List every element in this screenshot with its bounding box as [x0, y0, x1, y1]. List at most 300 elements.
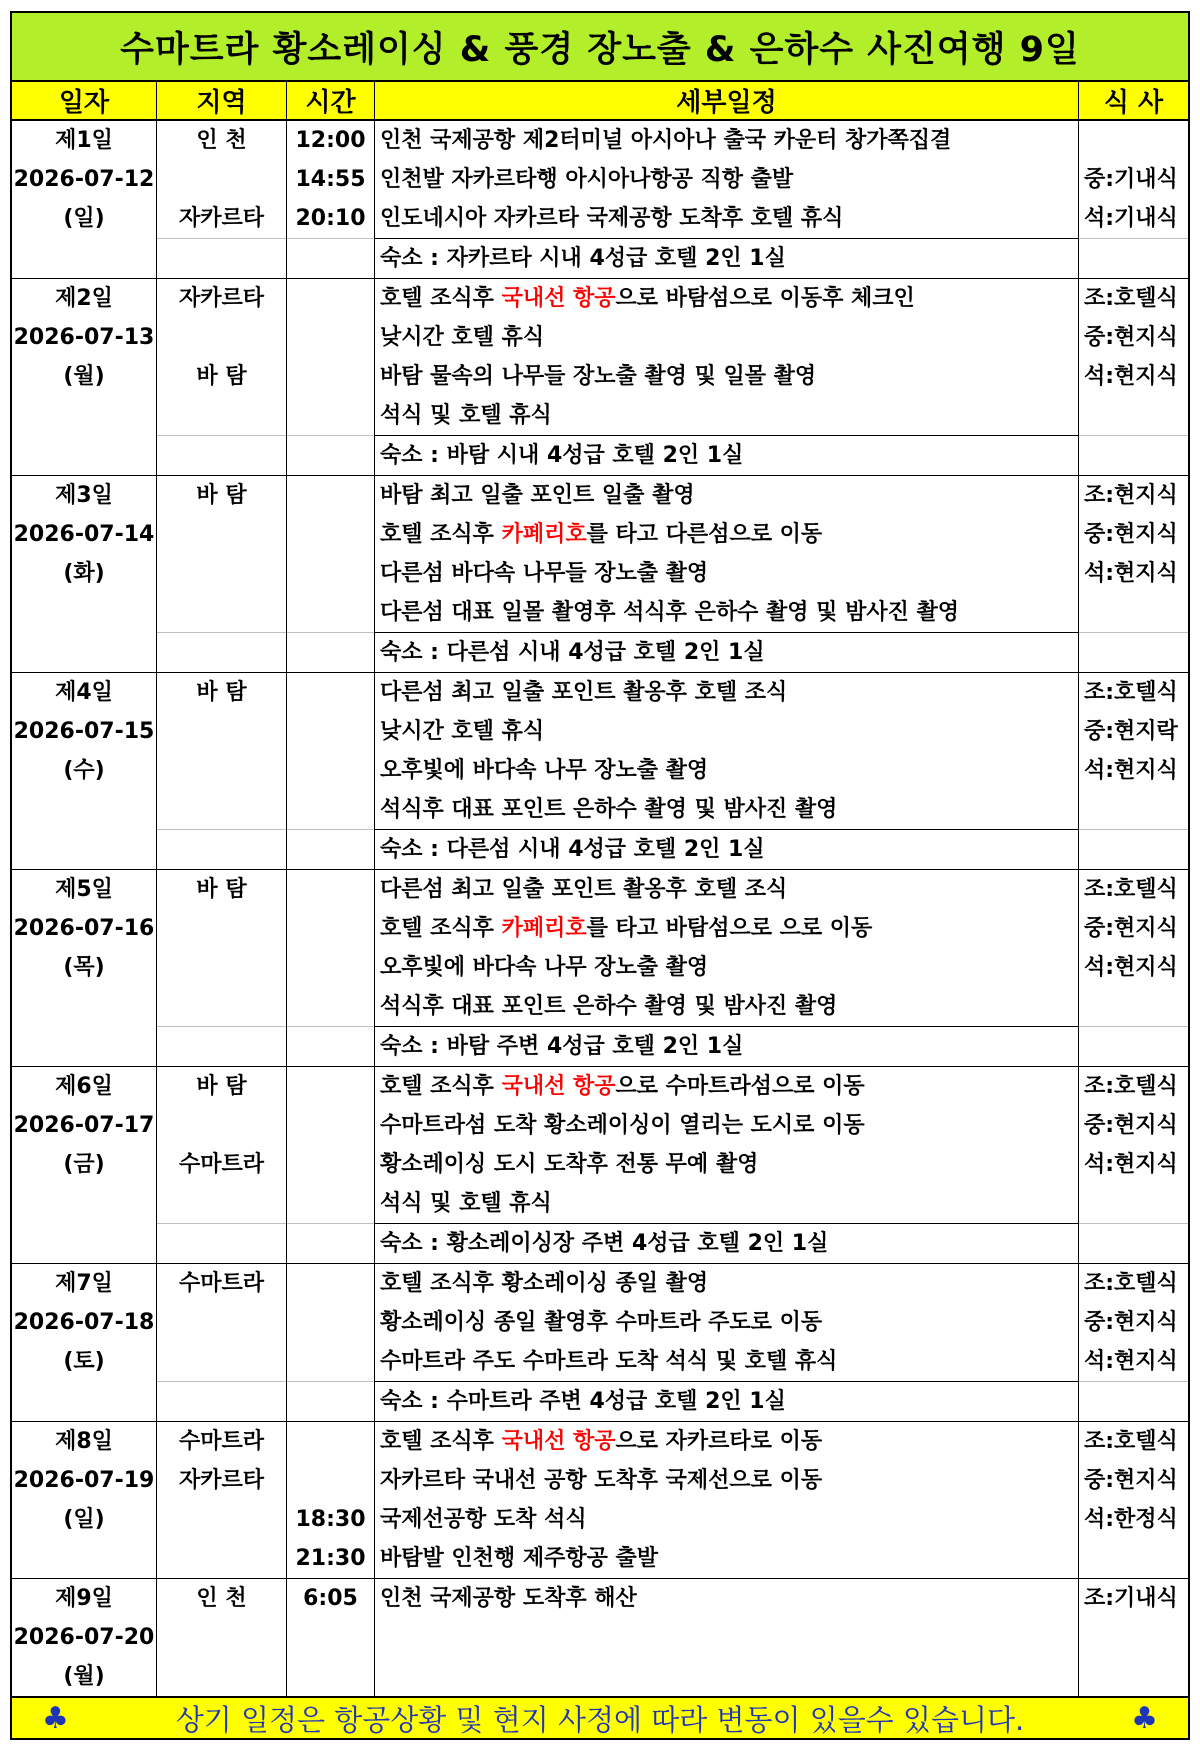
- region-cell: [157, 712, 286, 751]
- time-cell: [287, 1381, 374, 1421]
- time-cell: [287, 632, 374, 672]
- time-cell: [287, 1145, 374, 1184]
- detail-segment: 카페리호: [501, 522, 587, 547]
- detail-segment: 호텔 조식후: [380, 916, 502, 941]
- detail-segment: 인천 국제공항 도착후 해산: [380, 1586, 637, 1611]
- detail-segment: 호텔 조식후: [380, 1429, 502, 1454]
- detail-cell: [375, 554, 1078, 593]
- day-weekday: (화): [63, 561, 105, 586]
- detail-cell: [375, 987, 1078, 1026]
- region-cell: 바 탐: [196, 680, 247, 705]
- time-cell: 12:00: [295, 128, 366, 153]
- day-number: 제9일: [55, 1586, 113, 1611]
- detail-cell: [375, 1106, 1078, 1145]
- meal-cell: 중:현지식: [1084, 1468, 1178, 1493]
- day-weekday: (금): [63, 1152, 105, 1177]
- meal-cell: [1079, 593, 1188, 632]
- region-cell: 바 탐: [196, 483, 247, 508]
- meal-cell: 중:현지식: [1084, 325, 1178, 350]
- detail-cell: [375, 948, 1078, 987]
- day-block: [12, 673, 1188, 870]
- day-number: 제7일: [55, 1271, 113, 1296]
- detail-cell: [375, 1579, 1078, 1618]
- detail-segment: 호텔 조식후: [380, 522, 502, 547]
- time-column: [287, 1579, 375, 1696]
- meal-column: [1079, 279, 1188, 475]
- header-region: 지역: [157, 82, 287, 119]
- region-cell: [157, 751, 286, 790]
- detail-cell: [375, 396, 1078, 435]
- region-column: [157, 870, 287, 1066]
- detail-segment: 를 타고 바탐섬으로 으로 이동: [586, 916, 873, 941]
- meal-cell: [1079, 1618, 1188, 1657]
- time-cell: [287, 1618, 374, 1657]
- detail-cell: [375, 673, 1078, 712]
- header-day: 일자: [12, 82, 157, 119]
- region-cell: [157, 1342, 286, 1381]
- detail-cell: [375, 1461, 1078, 1500]
- time-cell: [287, 673, 374, 712]
- day-column: [12, 279, 157, 475]
- region-column: [157, 121, 287, 278]
- region-cell: 인 천: [196, 128, 247, 153]
- detail-segment: 숙소 : 자카르타 시내 4성급 호텔 2인 1실: [380, 246, 786, 271]
- day-number: 제4일: [55, 680, 113, 705]
- detail-column: [375, 1264, 1079, 1421]
- meal-cell: 석:현지식: [1084, 955, 1178, 980]
- detail-cell: [375, 1067, 1078, 1106]
- day-weekday: (월): [63, 1664, 105, 1689]
- meal-column: [1079, 476, 1188, 672]
- time-cell: [287, 1342, 374, 1381]
- meal-cell: 조:호텔식: [1084, 1429, 1178, 1454]
- region-cell: [157, 1657, 286, 1696]
- region-cell: 바 탐: [196, 364, 247, 389]
- day-number: 제3일: [55, 483, 113, 508]
- day-column: [12, 1579, 157, 1696]
- day-weekday: (월): [63, 364, 105, 389]
- detail-cell: [375, 357, 1078, 396]
- meal-cell: [1079, 829, 1188, 869]
- detail-segment: 다른섬 최고 일출 포인트 촬옹후 호텔 조식: [380, 680, 788, 705]
- table-header: [12, 82, 1188, 121]
- day-weekday: (토): [63, 1349, 105, 1374]
- meal-cell: 석:현지식: [1084, 1349, 1178, 1374]
- meal-cell: [1079, 1223, 1188, 1263]
- detail-segment: 국제선공항 도착 석식: [380, 1507, 587, 1532]
- time-cell: [287, 554, 374, 593]
- itinerary-sheet: [10, 11, 1190, 1740]
- time-column: [287, 121, 375, 278]
- detail-cell: [375, 160, 1078, 199]
- meal-column: [1079, 1264, 1188, 1421]
- time-cell: [287, 909, 374, 948]
- time-cell: [287, 1461, 374, 1500]
- header-meal: 식 사: [1103, 88, 1164, 118]
- region-cell: 바 탐: [196, 1074, 247, 1099]
- lodging-cell: [375, 632, 1078, 672]
- detail-cell: [375, 1539, 1078, 1578]
- detail-cell: [375, 712, 1078, 751]
- day-column: [12, 121, 157, 278]
- page-title: 수마트라 황소레이싱 & 풍경 장노출 & 은하수 사진여행 9일: [12, 13, 1188, 82]
- lodging-cell: [375, 829, 1078, 869]
- lodging-cell: [375, 435, 1078, 475]
- meal-cell: 조:기내식: [1084, 1586, 1178, 1611]
- time-column: [287, 1422, 375, 1578]
- meal-column: [1079, 1579, 1188, 1696]
- time-cell: [287, 1067, 374, 1106]
- meal-cell: 중:현지락: [1084, 719, 1178, 744]
- detail-segment: 바탐발 인천행 제주항공 출발: [380, 1546, 659, 1571]
- detail-column: [375, 673, 1079, 869]
- region-cell: [157, 829, 286, 869]
- detail-segment: 숙소 : 다른섬 시내 4성급 호텔 2인 1실: [380, 640, 765, 665]
- meal-cell: 조:호텔식: [1084, 680, 1178, 705]
- detail-segment: 국내선 항공: [501, 1429, 616, 1454]
- region-cell: [157, 1106, 286, 1145]
- day-block: [12, 279, 1188, 476]
- detail-segment: 인천 국제공항 제2터미널 아시아나 출국 카운터 창가쪽집결: [380, 128, 952, 153]
- detail-segment: 석식 및 호텔 휴식: [380, 1191, 552, 1216]
- region-cell: [157, 1381, 286, 1421]
- detail-cell: [375, 515, 1078, 554]
- day-weekday: (수): [63, 758, 105, 783]
- detail-segment: 바탐 물속의 나무들 장노출 촬영 및 일몰 촬영: [380, 364, 817, 389]
- itinerary-days: [12, 121, 1188, 1696]
- day-date: 2026-07-20: [13, 1625, 155, 1650]
- time-cell: [287, 751, 374, 790]
- detail-column: [375, 476, 1079, 672]
- day-block: [12, 1067, 1188, 1264]
- detail-cell: [375, 121, 1078, 160]
- day-number: 제1일: [55, 128, 113, 153]
- time-cell: [287, 948, 374, 987]
- time-cell: [287, 870, 374, 909]
- detail-cell: [375, 1618, 1078, 1657]
- meal-cell: [1079, 1657, 1188, 1696]
- meal-column: [1079, 1067, 1188, 1263]
- detail-segment: 다른섬 최고 일출 포인트 촬옹후 호텔 조식: [380, 877, 788, 902]
- region-column: [157, 1422, 287, 1578]
- region-cell: [157, 1500, 286, 1539]
- region-cell: [157, 987, 286, 1026]
- time-cell: [287, 1223, 374, 1263]
- detail-segment: 를 타고 다른섬으로 이동: [586, 522, 823, 547]
- day-date: 2026-07-19: [13, 1468, 155, 1493]
- region-cell: [157, 1539, 286, 1578]
- detail-segment: 호텔 조식후: [380, 1074, 502, 1099]
- region-cell: [157, 1618, 286, 1657]
- detail-segment: 석식 및 호텔 휴식: [380, 403, 552, 428]
- region-cell: 인 천: [196, 1586, 247, 1611]
- region-cell: 수마트라: [178, 1152, 264, 1177]
- detail-segment: 수마트라 주도 수마트라 도착 석식 및 호텔 휴식: [380, 1349, 838, 1374]
- region-column: [157, 673, 287, 869]
- time-cell: [287, 1303, 374, 1342]
- detail-segment: 카페리호: [501, 916, 587, 941]
- time-cell: [287, 318, 374, 357]
- meal-cell: [1079, 1026, 1188, 1066]
- meal-column: [1079, 121, 1188, 278]
- detail-segment: 숙소 : 바탐 시내 4성급 호텔 2인 1실: [380, 443, 744, 468]
- detail-cell: [375, 1303, 1078, 1342]
- detail-cell: [375, 1657, 1078, 1696]
- day-date: 2026-07-18: [13, 1310, 155, 1335]
- meal-cell: 석:현지식: [1084, 561, 1178, 586]
- time-cell: 14:55: [295, 167, 366, 192]
- meal-cell: [1079, 121, 1188, 160]
- day-weekday: (일): [63, 206, 105, 231]
- region-cell: [157, 632, 286, 672]
- day-block: [12, 1422, 1188, 1579]
- meal-cell: 조:호텔식: [1084, 877, 1178, 902]
- meal-cell: [1079, 1539, 1188, 1578]
- region-cell: [157, 1303, 286, 1342]
- time-cell: [287, 435, 374, 475]
- meal-cell: [1079, 987, 1188, 1026]
- footer-notice: [12, 1696, 1188, 1738]
- footer-text: 상기 일정은 항공상황 및 현지 사정에 따라 변동이 있을수 있습니다.: [175, 1702, 1025, 1737]
- time-cell: [287, 238, 374, 278]
- detail-segment: 으로 바탐섬으로 이동후 체크인: [615, 286, 915, 311]
- detail-segment: 오후빛에 바다속 나무 장노출 촬영: [380, 955, 709, 980]
- region-column: [157, 1067, 287, 1263]
- meal-cell: 조:호텔식: [1084, 286, 1178, 311]
- day-weekday: (일): [63, 1507, 105, 1532]
- detail-segment: 다른섬 대표 일몰 촬영후 석식후 은하수 촬영 및 밤사진 촬영: [380, 600, 959, 625]
- time-cell: [287, 712, 374, 751]
- day-date: 2026-07-12: [13, 167, 155, 192]
- time-cell: [287, 357, 374, 396]
- detail-cell: [375, 790, 1078, 829]
- detail-segment: 국내선 항공: [501, 1074, 616, 1099]
- region-cell: 자카르타: [178, 1468, 264, 1493]
- time-cell: [287, 593, 374, 632]
- time-column: [287, 1067, 375, 1263]
- detail-column: [375, 279, 1079, 475]
- meal-cell: 석:현지식: [1084, 758, 1178, 783]
- day-date: 2026-07-17: [13, 1113, 155, 1138]
- detail-segment: 호텔 조식후: [380, 286, 502, 311]
- detail-segment: 석식후 대표 포인트 은하수 촬영 및 밤사진 촬영: [380, 994, 838, 1019]
- region-cell: [157, 1223, 286, 1263]
- meal-cell: 조:호텔식: [1084, 1271, 1178, 1296]
- region-cell: [157, 435, 286, 475]
- region-cell: [157, 790, 286, 829]
- day-column: [12, 1067, 157, 1263]
- detail-segment: 으로 자카르타로 이동: [615, 1429, 823, 1454]
- region-cell: [157, 909, 286, 948]
- detail-segment: 숙소 : 바탐 주변 4성급 호텔 2인 1실: [380, 1034, 744, 1059]
- day-number: 제5일: [55, 877, 113, 902]
- club-icon: ♣: [42, 1700, 69, 1736]
- detail-cell: [375, 1145, 1078, 1184]
- time-cell: [287, 1264, 374, 1303]
- detail-column: [375, 1422, 1079, 1578]
- detail-column: [375, 1579, 1079, 1696]
- region-cell: [157, 554, 286, 593]
- region-cell: [157, 396, 286, 435]
- detail-segment: 인천발 자카르타행 아시아나항공 직항 출발: [380, 167, 794, 192]
- detail-segment: 국내선 항공: [501, 286, 616, 311]
- time-cell: [287, 476, 374, 515]
- detail-segment: 낮시간 호텔 휴식: [380, 325, 545, 350]
- time-cell: 18:30: [295, 1507, 366, 1532]
- meal-cell: 조:호텔식: [1084, 1074, 1178, 1099]
- day-number: 제6일: [55, 1074, 113, 1099]
- detail-column: [375, 1067, 1079, 1263]
- lodging-cell: [375, 1223, 1078, 1263]
- day-date: 2026-07-14: [13, 522, 155, 547]
- detail-segment: 황소레이싱 종일 촬영후 수마트라 주도로 이동: [380, 1310, 823, 1335]
- day-date: 2026-07-16: [13, 916, 155, 941]
- region-column: [157, 279, 287, 475]
- meal-column: [1079, 870, 1188, 1066]
- header-detail: 세부일정: [375, 82, 1079, 119]
- region-column: [157, 1579, 287, 1696]
- time-cell: [287, 1657, 374, 1696]
- time-cell: 20:10: [295, 206, 366, 231]
- detail-cell: [375, 909, 1078, 948]
- detail-segment: 오후빛에 바다속 나무 장노출 촬영: [380, 758, 709, 783]
- region-cell: 수마트라: [178, 1429, 264, 1454]
- region-cell: [157, 948, 286, 987]
- time-column: [287, 1264, 375, 1421]
- detail-cell: [375, 870, 1078, 909]
- meal-cell: 석:현지식: [1084, 364, 1178, 389]
- meal-cell: [1079, 1184, 1188, 1223]
- day-block: [12, 476, 1188, 673]
- detail-cell: [375, 1184, 1078, 1223]
- meal-cell: 석:한정식: [1084, 1507, 1178, 1532]
- day-block: [12, 121, 1188, 279]
- region-cell: 수마트라: [178, 1271, 264, 1296]
- time-cell: 21:30: [295, 1546, 366, 1571]
- time-cell: [287, 1106, 374, 1145]
- time-cell: [287, 1422, 374, 1461]
- time-cell: [287, 1026, 374, 1066]
- detail-segment: 호텔 조식후 황소레이싱 종일 촬영: [380, 1271, 709, 1296]
- meal-cell: 중:현지식: [1084, 1310, 1178, 1335]
- day-block: [12, 1579, 1188, 1696]
- detail-segment: 석식후 대표 포인트 은하수 촬영 및 밤사진 촬영: [380, 797, 838, 822]
- detail-cell: [375, 1264, 1078, 1303]
- time-cell: [287, 829, 374, 869]
- day-weekday: (목): [63, 955, 105, 980]
- region-column: [157, 476, 287, 672]
- lodging-cell: [375, 1026, 1078, 1066]
- meal-cell: [1079, 1381, 1188, 1421]
- detail-cell: [375, 751, 1078, 790]
- day-date: 2026-07-15: [13, 719, 155, 744]
- region-cell: 자카르타: [178, 206, 264, 231]
- club-icon: ♣: [1131, 1700, 1158, 1736]
- time-cell: [287, 790, 374, 829]
- detail-segment: 인도네시아 자카르타 국제공항 도착후 호텔 휴식: [380, 206, 844, 231]
- meal-cell: 석:기내식: [1084, 206, 1178, 231]
- detail-column: [375, 121, 1079, 278]
- time-cell: 6:05: [303, 1586, 358, 1611]
- region-cell: [157, 515, 286, 554]
- detail-column: [375, 870, 1079, 1066]
- detail-cell: [375, 593, 1078, 632]
- meal-cell: 중:기내식: [1084, 167, 1178, 192]
- day-column: [12, 1422, 157, 1578]
- time-column: [287, 476, 375, 672]
- meal-cell: 조:현지식: [1084, 483, 1178, 508]
- detail-segment: 낮시간 호텔 휴식: [380, 719, 545, 744]
- meal-column: [1079, 1422, 1188, 1578]
- meal-cell: [1079, 435, 1188, 475]
- time-cell: [287, 279, 374, 318]
- day-date: 2026-07-13: [13, 325, 155, 350]
- detail-cell: [375, 199, 1078, 238]
- meal-cell: [1079, 790, 1188, 829]
- time-column: [287, 673, 375, 869]
- meal-column: [1079, 673, 1188, 869]
- detail-cell: [375, 1342, 1078, 1381]
- meal-cell: 중:현지식: [1084, 522, 1178, 547]
- detail-segment: 숙소 : 다른섬 시내 4성급 호텔 2인 1실: [380, 837, 765, 862]
- day-number: 제2일: [55, 286, 113, 311]
- detail-segment: 다른섬 바다속 나무들 장노출 촬영: [380, 561, 709, 586]
- day-column: [12, 1264, 157, 1421]
- lodging-cell: [375, 1381, 1078, 1421]
- detail-segment: 자카르타 국내선 공항 도착후 국제선으로 이동: [380, 1468, 823, 1493]
- time-cell: [287, 396, 374, 435]
- region-cell: [157, 1026, 286, 1066]
- meal-cell: [1079, 396, 1188, 435]
- day-column: [12, 476, 157, 672]
- region-column: [157, 1264, 287, 1421]
- day-block: [12, 870, 1188, 1067]
- detail-segment: 바탐 최고 일출 포인트 일출 촬영: [380, 483, 695, 508]
- region-cell: [157, 1184, 286, 1223]
- lodging-cell: [375, 238, 1078, 278]
- meal-cell: [1079, 632, 1188, 672]
- region-cell: 자카르타: [178, 286, 264, 311]
- time-cell: [287, 987, 374, 1026]
- detail-cell: [375, 1422, 1078, 1461]
- time-column: [287, 279, 375, 475]
- day-column: [12, 673, 157, 869]
- meal-cell: [1079, 238, 1188, 278]
- region-cell: [157, 593, 286, 632]
- meal-cell: 석:현지식: [1084, 1152, 1178, 1177]
- header-time: 시간: [287, 82, 375, 119]
- region-cell: 바 탐: [196, 877, 247, 902]
- region-cell: [157, 238, 286, 278]
- detail-cell: [375, 279, 1078, 318]
- time-cell: [287, 515, 374, 554]
- meal-cell: 중:현지식: [1084, 1113, 1178, 1138]
- detail-segment: 숙소 : 수마트라 주변 4성급 호텔 2인 1실: [380, 1389, 786, 1414]
- detail-cell: [375, 476, 1078, 515]
- detail-cell: [375, 1500, 1078, 1539]
- time-column: [287, 870, 375, 1066]
- detail-segment: 황소레이싱 도시 도착후 전통 무예 촬영: [380, 1152, 759, 1177]
- time-cell: [287, 1184, 374, 1223]
- detail-segment: 으로 수마트라섬으로 이동: [615, 1074, 865, 1099]
- day-column: [12, 870, 157, 1066]
- day-number: 제8일: [55, 1429, 113, 1454]
- detail-segment: 수마트라섬 도착 황소레이싱이 열리는 도시로 이동: [380, 1113, 865, 1138]
- region-cell: [157, 318, 286, 357]
- meal-cell: 중:현지식: [1084, 916, 1178, 941]
- day-block: [12, 1264, 1188, 1422]
- detail-segment: 숙소 : 황소레이싱장 주변 4성급 호텔 2인 1실: [380, 1231, 829, 1256]
